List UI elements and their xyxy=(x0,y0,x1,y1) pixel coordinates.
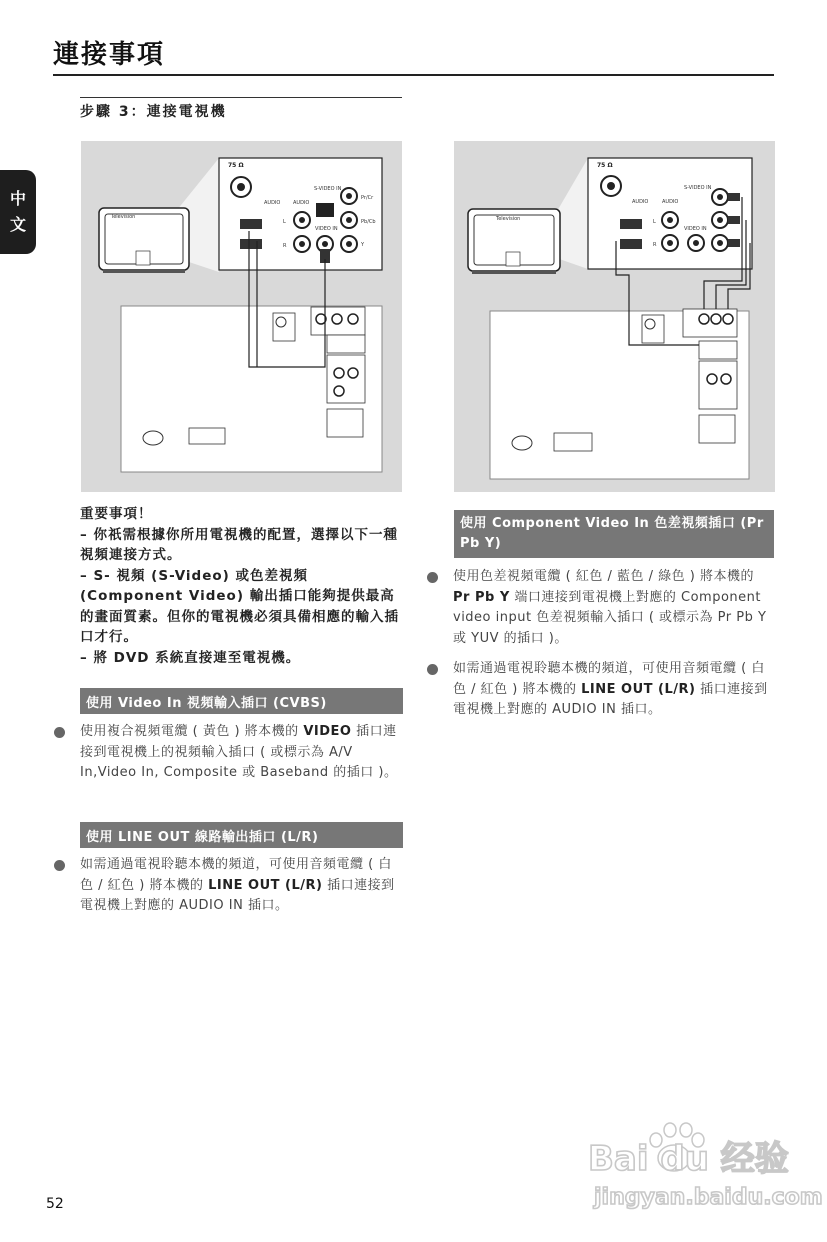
title-divider xyxy=(53,74,774,76)
section-title-line-out-left: 使用 LINE OUT 線路輸出插口 (L/R) xyxy=(80,822,403,848)
line-out-left-paragraph: 如需通過電視聆聽本機的頻道，可使用音頻電纜 ( 白色 / 紅色 ) 將本機的 LINE OUT (L/R) 插口連接到電視機上對應的 AUDIO IN 插口。 xyxy=(80,857,395,913)
s-video-in-label: S-VIDEO IN xyxy=(684,185,712,191)
notes-line-1: – 你祇需根據你所用電視機的配置，選擇以下一種視頻連接方式。 xyxy=(80,526,398,563)
page-title: 連接事項 xyxy=(53,40,166,70)
language-tab-char-2: 文 xyxy=(9,215,26,234)
tv-rear-panel xyxy=(219,158,382,270)
component-paragraph: 使用色差視頻電纜 ( 紅色 / 藍色 / 綠色 ) 將本機的 Pr Pb Y 端口連接到電視機上對應的 Component video input 色差視頻輸入插口 ( 或標示為 Pr Pb Y 或 YUV 的插口 )。 xyxy=(453,569,767,646)
bullet-icon xyxy=(427,664,438,675)
important-notes xyxy=(80,504,404,668)
antenna-label: 75 Ω xyxy=(597,162,613,169)
audio-label-1: AUDIO xyxy=(264,200,281,206)
l-label: L xyxy=(283,219,286,225)
audio-label-1: AUDIO xyxy=(632,199,649,205)
r-label: R xyxy=(283,243,287,249)
watermark-url: jingyan.baidu.com xyxy=(594,1185,823,1210)
pr-cr-label: Pr/Cr xyxy=(361,195,374,201)
diagram-cvbs-connection xyxy=(81,141,402,492)
r-label: R xyxy=(653,242,657,248)
bullet-icon xyxy=(54,860,65,871)
notes-heading: 重要事項！ xyxy=(80,506,153,522)
baidu-watermark xyxy=(588,1118,823,1218)
television-illustration xyxy=(468,209,560,274)
dvd-system-rear-panel xyxy=(121,306,382,472)
television-illustration xyxy=(99,208,189,273)
audio-label-2: AUDIO xyxy=(662,199,679,205)
tv-label: Television xyxy=(111,214,136,220)
bullet-icon xyxy=(427,572,438,583)
dvd-system-rear-panel xyxy=(490,309,749,479)
audio-label-2: AUDIO xyxy=(293,200,310,206)
pb-cb-label: Pb/Cb xyxy=(361,219,376,225)
diagram-component-connection xyxy=(454,141,775,492)
notes-line-3: – 將 DVD 系統直接連至電視機。 xyxy=(80,649,301,666)
s-video-in-label: S-VIDEO IN xyxy=(314,186,342,192)
video-in-label: VIDEO IN xyxy=(684,226,707,232)
language-tab-char-1: 中 xyxy=(9,189,26,208)
bullet-icon xyxy=(54,727,65,738)
language-tab xyxy=(0,170,36,254)
step-divider xyxy=(80,97,402,98)
tv-label: Television xyxy=(496,216,521,222)
cvbs-paragraph: 使用複合視頻電纜 ( 黃色 ) 將本機的 VIDEO 插口連接到電視機上的視頻輸入插口 ( 或標示為 A/V In,Video In, Composite 或 Baseband 的插口 )。 xyxy=(80,724,398,780)
antenna-label: 75 Ω xyxy=(228,162,244,169)
watermark-brand: Bai du 经验 xyxy=(588,1139,789,1179)
l-label: L xyxy=(653,219,656,225)
tv-rear-panel xyxy=(588,158,752,269)
line-out-right-paragraph: 如需通過電視聆聽本機的頻道，可使用音頻電纜 ( 白色 / 紅色 ) 將本機的 LINE OUT (L/R) 插口連接到電視機上對應的 AUDIO IN 插口。 xyxy=(453,661,768,717)
video-in-label: VIDEO IN xyxy=(315,226,338,232)
notes-line-2: – S- 視頻 (S-Video) 或色差視頻 (Component Video) 輸出插口能夠提供最高的畫面質素。但你的電視機必須具備相應的輸入插口才行。 xyxy=(80,567,399,645)
page-number: 52 xyxy=(46,1196,64,1212)
step-heading: 步驟 3：連接電視機 xyxy=(80,104,227,120)
section-title-component: 使用 Component Video In 色差視頻插口 (Pr Pb Y) xyxy=(454,510,774,558)
y-label: Y xyxy=(361,242,365,248)
section-title-cvbs: 使用 Video In 視頻輸入插口 (CVBS) xyxy=(80,688,403,714)
